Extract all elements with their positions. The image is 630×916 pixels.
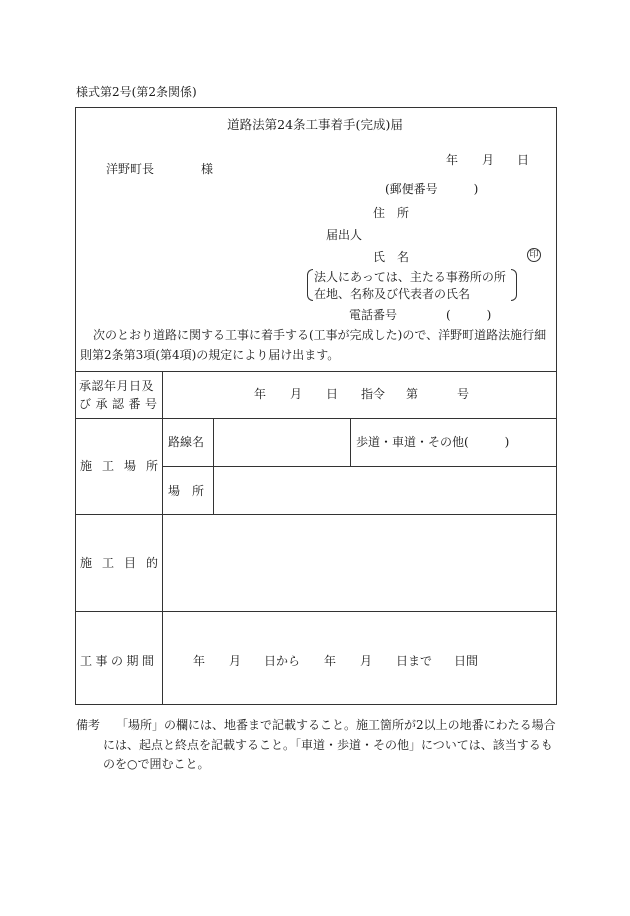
divider-site-sub-label [213, 418, 214, 514]
place-label: 場 所 [168, 484, 205, 498]
period-day-from: 日から [264, 654, 301, 668]
approval-go: 号 [457, 387, 470, 401]
divider-site-inner [162, 466, 557, 467]
approval-month: 月 [290, 387, 303, 401]
approval-day: 日 [326, 387, 339, 401]
address-label: 住 所 [373, 206, 410, 220]
notifier-label: 届出人 [326, 228, 363, 242]
period-month-2: 月 [360, 654, 373, 668]
remarks-line-1: 「場所」の欄には、地番まで記載すること。施工箇所が2以上の地番にわたる場合 [116, 718, 556, 732]
approval-directive: 指令 [361, 387, 386, 401]
bracket-right [511, 269, 517, 301]
phone-label: 電話番号 [349, 308, 398, 322]
remarks-line-2: には、起点と終点を記載すること。「車道・歩道・その他」については、該当するも [103, 738, 553, 752]
route-name-label: 路線名 [168, 435, 205, 449]
postal-code: (郵便番号 ) [385, 182, 479, 196]
period-month-1: 月 [229, 654, 242, 668]
purpose-label: 施工目的 [80, 556, 169, 570]
approval-dai: 第 [406, 387, 419, 401]
seal-mark: 印 [527, 248, 541, 262]
corp-note-line-1: 法人にあっては、主たる事務所の所 [314, 270, 506, 284]
addressee-sama: 様 [201, 162, 214, 176]
form-title: 道路法第24条工事着手(完成)届 [227, 117, 403, 132]
name-label: 氏 名 [373, 250, 410, 264]
divider-site [75, 514, 557, 515]
body-text-line-1: 次のとおり道路に関する工事に着手する(工事が完成した)ので、洋野町道路法施行細 [93, 328, 547, 342]
divider-label-column [162, 371, 163, 705]
period-label: 工事の期間 [80, 654, 158, 668]
road-type-options: 歩道・車道・その他( ) [356, 435, 510, 449]
approval-label-line-1: 承認年月日及 [79, 379, 155, 393]
phone-paren: ( ) [446, 308, 492, 322]
approval-label-line-2: び承認番号 [79, 397, 162, 411]
addressee-mayor: 洋野町長 [106, 162, 155, 176]
date-year: 年 [446, 153, 459, 167]
period-day-to: 日まで [396, 654, 433, 668]
divider-header [75, 371, 557, 372]
remarks-line-3: のを○で囲むこと。 [103, 757, 210, 771]
period-days: 日間 [454, 654, 479, 668]
approval-year: 年 [254, 387, 267, 401]
site-label: 施工場所 [80, 459, 169, 473]
remarks-label: 備考 [76, 718, 101, 732]
date-day: 日 [517, 153, 530, 167]
corp-note-line-2: 在地、名称及び代表者の氏名 [314, 287, 471, 301]
date-month: 月 [482, 153, 495, 167]
divider-route-road [350, 418, 351, 466]
form-number: 様式第2号(第2条関係) [76, 85, 197, 99]
divider-approval [75, 418, 557, 419]
body-text-line-2: 則第2条第3項(第4項)の規定により届け出ます。 [80, 348, 340, 362]
divider-purpose [75, 611, 557, 612]
period-year-2: 年 [324, 654, 337, 668]
bracket-left [307, 269, 313, 301]
period-year-1: 年 [193, 654, 206, 668]
